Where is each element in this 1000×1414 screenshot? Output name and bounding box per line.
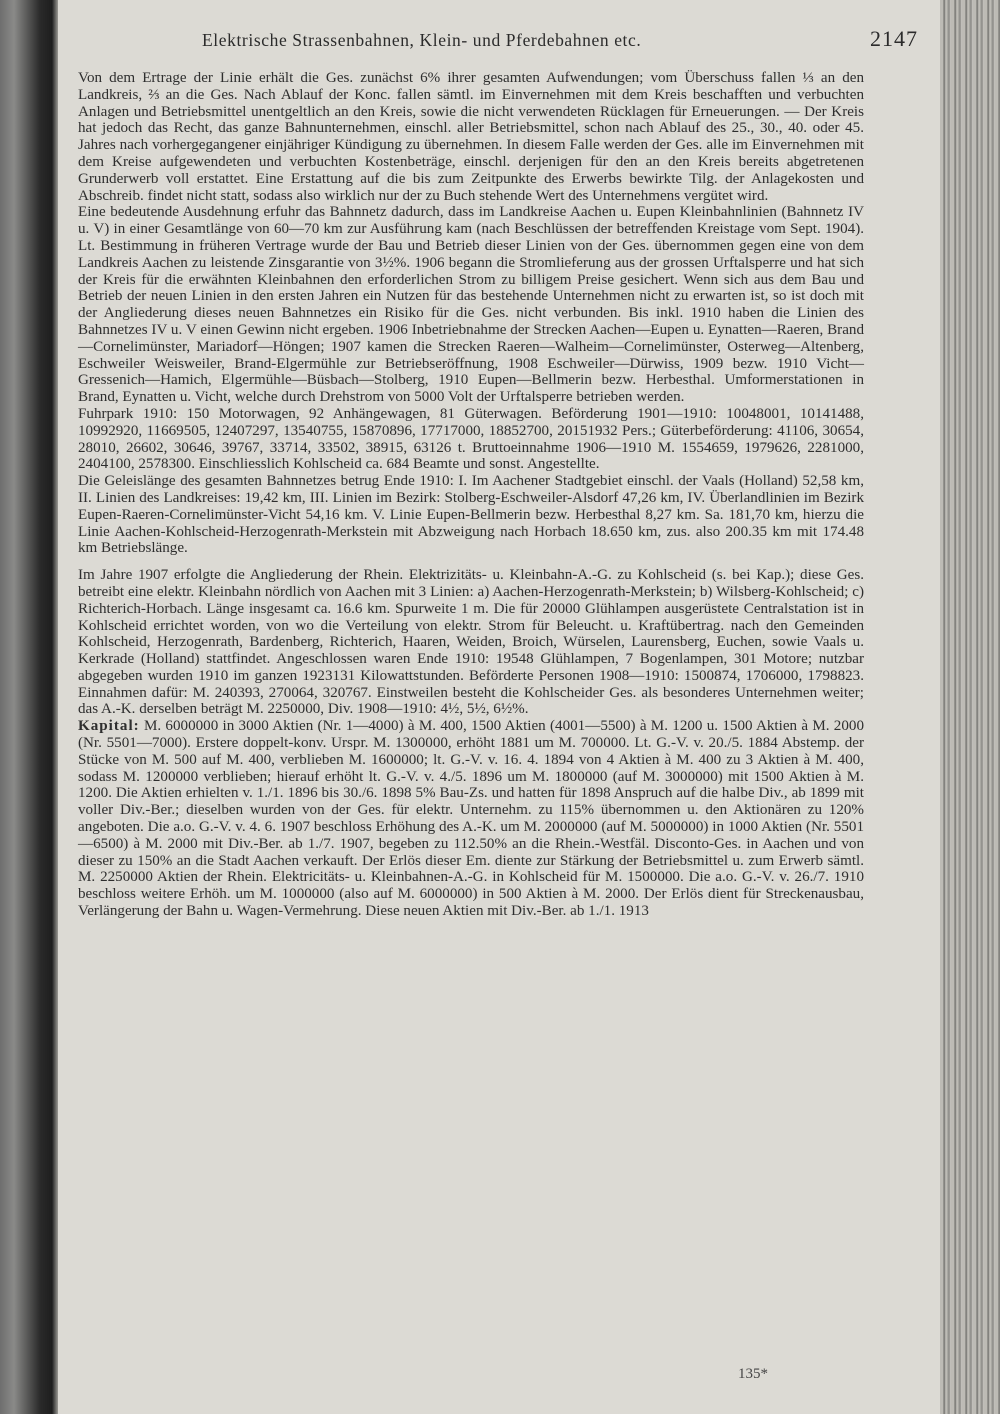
running-header	[198, 26, 920, 56]
paragraph-ertrag: Von dem Ertrage der Linie erhält die Ges. zunächst 6% ihrer gesamten Aufwendungen; vom Überschuss fallen ⅓ an den Landkreis, ⅔ an die Ges. Nach Ablauf der Konc. fallen sämtl. im Einvernehmen mit dem Kreis beschafften und verbuchten Anlagen und Betriebsmittel unentgeltlich an den Kreis, sowie die nicht verwendeten Rücklagen für Erneuerungen. — Der Kreis hat jedoch das Recht, das ganze Bahnunternehmen, einschl. aller Betriebsmittel, schon nach Ablauf des 25., 30., 40. oder 45. Jahres nach vorhergegangener einjähriger Kündigung zu übernehmen. In diesem Falle werden der Ges. alle im Einvernehmen mit dem Kreise aufgewendeten und verbuchten Kostenbeträge, einschl. derjenigen für den an den Kreis bereits abgetretenen Grunderwerb voll erstattet. Eine Erstattung auf die bis zum Zeitpunkte des Erwerbs bewirkte Tilg. der Anlagekosten und Abschreib. findet nicht statt, sodass also wirklich nur der zu Buch stehende Wert des Unternehmens vergütet wird.	[78, 70, 864, 204]
book-page	[58, 0, 940, 1414]
kapital-label: Kapital:	[78, 718, 140, 735]
paragraph-fuhrpark: Fuhrpark 1910: 150 Motorwagen, 92 Anhängewagen, 81 Güterwagen. Beförderung 1901—1910: 10048001, 10141488, 10992920, 11669505, 12407297, 13540755, 15870896, 17717000, 18852700, 20151932 Pers.; Güterbeförderung: 41106, 30654, 28010, 26602, 30646, 39767, 33714, 33502, 38915, 63126 t. Bruttoeinnahme 1906—1910 M. 1554659, 1979626, 2281000, 2404100, 2578300. Einschliesslich Kohlscheid ca. 684 Beamte und sonst. Angestellte.	[78, 405, 864, 473]
paragraph-geleislaenge: Die Geleislänge des gesamten Bahnnetzes betrug Ende 1910: I. Im Aachener Stadtgebiet einschl. der Vaals (Holland) 52,58 km, II. Linien des Landkreises: 19,42 km, III. Linien im Bezirk: Stolberg-Eschweiler-Alsdorf 47,26 km, IV. Überlandlinien im Bezirk Eupen-Raeren-Cornelimünster-Vicht 54,16 km. V. Linie Eupen-Bellmerin bezw. Herbesthal 8,27 km. Sa. 181,70 km, hierzu die Linie Aachen-Kohlscheid-Herzogenrath-Merkstein mit Abzweigung nach Horbach 18.650 km, zus. also 200.35 km mit 174.48 km Betriebslänge.	[78, 473, 864, 557]
running-title: Elektrische Strassenbahnen, Klein- und Pferdebahnen etc.	[202, 30, 642, 50]
signature-mark: 135*	[738, 1366, 768, 1382]
page-number: 2147	[870, 26, 918, 51]
kapital-text: M. 6000000 in 3000 Aktien (Nr. 1—4000) à M. 400, 1500 Aktien (4001—5500) à M. 1200 u. 1500 Aktien à M. 2000 (Nr. 5501—7000). Erstere doppelt-konv. Urspr. M. 1300000, erhöht 1881 um M. 700000. Lt. G.-V. v. 20./5. 1884 Abstemp. der Stücke von M. 500 auf M. 400, verblieben M. 1600000; lt. G.-V. v. 16. 4. 1894 von 4 Aktien à M. 400 zu 3 Aktien à M. 400, sodass M. 1200000 verblieben; hierauf erhöht lt. G.-V. v. 4./5. 1896 um M. 1800000 (auf M. 3000000) mit 1500 Aktien à M. 1200. Die Aktien erhielten v. 1./1. 1896 bis 30./6. 1898 5% Bau-Zs. und hatten für 1898 Anspruch auf die halbe Div., ab 1899 mit voller Div.-Ber.; dieselben wurden von der Ges. für elektr. Unternehm. zu 115% übernommen u. den Aktionären zu 120% angeboten. Die a.o. G.-V. v. 4. 6. 1907 beschloss Erhöhung des A.-K. um M. 2000000 (auf M. 5000000) in 1000 Aktien (Nr. 5501—6500) à M. 2000 mit Div.-Ber. ab 1./7. 1907, begeben zu 112.50% an die Rhein.-Westfäl. Disconto-Ges. in Aachen und von dieser zu 150% an die Stadt Aachen verkauft. Der Erlös dieser Em. diente zur Stärkung der Betriebsmittel u. zum Erwerb sämtl. M. 2250000 Aktien der Rhein. Elektricitäts- u. Kleinbahnen-A.-G. in Kohlscheid für M. 1500000. Die a.o. G.-V. v. 26./7. 1910 beschloss weitere Erhöh. um M. 1000000 (also auf M. 6000000) in 500 Aktien à M. 2000. Der Erlös dient für Streckenausbau, Verlängerung der Bahn u. Wagen-Vermehrung. Diese neuen Aktien mit Div.-Ber. ab 1./1. 1913	[78, 718, 864, 920]
scan-right-edge	[940, 0, 1000, 1414]
paragraph-ausdehnung: Eine bedeutende Ausdehnung erfuhr das Bahnnetz dadurch, dass im Landkreise Aachen u. Eupen Kleinbahnlinien (Bahnnetz IV u. V) in einer Gesamtlänge von 60—70 km zur Ausführung kam (nach Beschlüssen der betreffenden Kreistage vom Sept. 1904). Lt. Bestimmung in früheren Vertrage wurde der Bau und Betrieb dieser Linien von der Ges. übernommen gegen eine von dem Landkreis Aachen zu leistende Zinsgarantie von 3½%. 1906 begann die Stromlieferung aus der grossen Urftalsperre und hat sich der Kreis für die erwähnten Kleinbahnen den erforderlichen Strom zu billigem Preise gesichert. Wenn sich aus dem Bau und Betrieb der neuen Linien in den ersten Jahren ein Nutzen für das bestehende Unternehmen nicht zu erwarten ist, so ist doch mit der Angliederung dieses neuen Bahnnetzes ein Risiko für die Ges. nicht verbunden. Bis inkl. 1910 haben die Linien des Bahnnetzes IV u. V einen Gewinn nicht ergeben. 1906 Inbetriebnahme der Strecken Aachen—Eupen u. Eynatten—Raeren, Brand—Cornelimünster, Mariadorf—Höngen; 1907 kamen die Strecken Raeren—Walheim—Cornelimünster, Osterweg—Altenberg, Eschweiler Weisweiler, Brand-Elgermühle zur Betriebseröffnung, 1908 Eschweiler—Dürwiss, 1909 bezw. 1910 Vicht—Gressenich—Hamich, Elgermühle—Büsbach—Stolberg, 1910 Eupen—Bellmerin bezw. Herbesthal. Umformerstationen in Brand, Eynatten u. Vicht, welche durch Drehstrom von 5000 Volt der Urftalsperre betrieben werden.	[78, 204, 864, 406]
paragraph-kapital	[78, 718, 864, 920]
scan-left-edge	[0, 0, 58, 1414]
paragraph-angliederung: Im Jahre 1907 erfolgte die Angliederung der Rhein. Elektrizitäts- u. Kleinbahn-A.-G. zu Kohlscheid (s. bei Kap.); diese Ges. betreibt eine elektr. Kleinbahn nördlich von Aachen mit 3 Linien: a) Aachen-Herzogenrath-Merkstein; b) Wilsberg-Kohlscheid; c) Richterich-Horbach. Länge insgesamt ca. 16.6 km. Spurweite 1 m. Die für 20000 Glühlampen ausgerüstete Centralstation ist in Kohlscheid errichtet worden, von wo die Verteilung von elektr. Strom für Beleucht. u. Kraftübertrag. nach den Gemeinden Kohlscheid, Herzogenrath, Bardenberg, Richterich, Haaren, Weiden, Broich, Würselen, Laurensberg, Euchen, sowie Vaals u. Kerkrade (Holland) stattfindet. Angeschlossen waren Ende 1910: 19548 Glühlampen, 7 Bogenlampen, 301 Motore; nutzbar abgegeben wurden 1910 im ganzen 1923131 Kilowattstunden. Beförderte Personen 1908—1910: 1500874, 1706000, 1798823. Einnahmen dafür: M. 240393, 270064, 320767. Einstweilen besteht die Kohlscheider Ges. als besonderes Unternehmen weiter; das A.-K. derselben beträgt M. 2250000, Div. 1908—1910: 4½, 5½, 6½%.	[78, 567, 864, 718]
main-text	[78, 70, 864, 920]
